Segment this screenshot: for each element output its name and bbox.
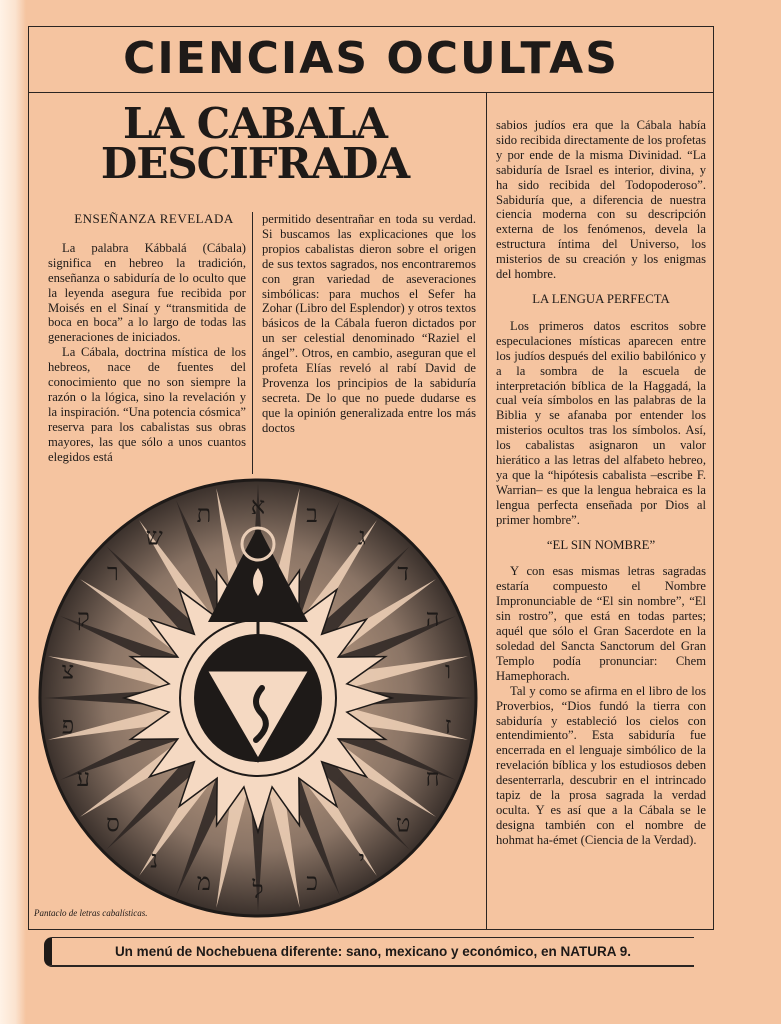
hebrew-letter-glyph: ר <box>106 558 119 587</box>
article-headline <box>60 99 450 188</box>
hebrew-letter-glyph: נ <box>150 845 159 874</box>
hebrew-letter-glyph: ו <box>444 656 452 685</box>
headline-line-2: DESCIFRADA <box>100 139 410 188</box>
article-column-2 <box>262 212 476 436</box>
paragraph: sabios judíos era que la Cábala había sido recibida directamente de los profetas y por ende de la misma Divinidad. “La sabiduría de Israel es interior, divina, y ha sido recibida del Todopoderoso”. Sabiduría que, a diferencia de nuestra ciencia moderna con su descripción externa de los fenómenos, devela la estructura íntima del Universo, los misterios de su creación y los enigmas del hombre. <box>496 118 706 282</box>
column-rule-middle <box>252 212 253 474</box>
headline-line-1: LA CABALA <box>123 99 387 148</box>
subhead-ensenanza: ENSEÑANZA REVELADA <box>74 211 234 226</box>
hebrew-letter-glyph: ז <box>444 711 452 740</box>
hebrew-letter-glyph: ל <box>252 876 264 904</box>
paragraph: Tal y como se afirma en el libro de los Proverbios, “Dios fundó la tierra con sabiduría y estableció los cielos con entendimiento”. Esta sabiduría fue encerrada en el lenguaje simbólico de la revelación bíblica y los estudiosos deben desenterrarla, descubrir en el intrincado tapiz de la prosa sagrada la verdad oculta. Y es así que a la Cábala se le designa también con el nombre de hohmat ha-émet (Ciencia de la Verdad). <box>496 683 706 847</box>
hebrew-letter-glyph: ג <box>357 522 366 551</box>
hebrew-letter-glyph: א <box>250 492 266 520</box>
hebrew-letter-glyph: פ <box>61 711 75 740</box>
page-edge <box>0 0 26 1024</box>
paragraph: La Cábala, doctrina mística de los hebreos, nace de fuentes del conocimiento que no son siempre la razón o la lógica, sino la revelación y la inspiración. “Una potencia cósmica” reserva para los cabalistas sus obras mayores, las que sólo a unos cuantos elegidos está <box>48 345 246 464</box>
article-column-1 <box>48 212 246 465</box>
footer-banner: Un menú de Nochebuena diferente: sano, mexicano y económico, en NATURA 9. <box>44 937 694 967</box>
paragraph: Los primeros datos escritos sobre especulaciones místicas aparecen entre los judíos después del exilio babilónico y a la sombra de la escuela de interpretación bíblica de la Haggadá, la cual veía símbolos en las palabras de la Biblia y se afanaba por entender los misterios ocultos tras los símbolos. Así, los cabalistas asignaron un valor hierático a las letras del alfabeto hebreo, ya que la “hipótesis cabalista –escribe F. Warrian– es que la lengua hebraica es la lengua perfecta enseñada por Dios al primer hombre”. <box>496 318 706 527</box>
hebrew-letter-glyph: ת <box>196 499 212 528</box>
pantacle-illustration <box>36 474 480 920</box>
hebrew-letter-glyph: ס <box>106 809 120 838</box>
hebrew-letter-glyph: צ <box>61 656 75 685</box>
hebrew-letter-glyph: ח <box>425 763 440 792</box>
subhead-lengua-perfecta: LA LENGUA PERFECTA <box>532 291 670 306</box>
hebrew-letter-glyph: ש <box>145 522 163 551</box>
hebrew-letter-glyph: ע <box>76 763 91 792</box>
hebrew-letter-glyph: ה <box>425 604 440 633</box>
section-title: CIENCIAS OCULTAS <box>28 26 714 93</box>
hebrew-letter-glyph: ט <box>395 809 411 838</box>
subhead-el-sin-nombre: “EL SIN NOMBRE” <box>546 537 656 552</box>
hebrew-letter-glyph: ק <box>76 604 90 633</box>
column-rule-right <box>486 92 487 930</box>
hebrew-letter-glyph: ד <box>397 558 409 587</box>
hebrew-letter-glyph: ב <box>306 499 318 528</box>
article-column-3 <box>496 118 706 848</box>
paragraph: La palabra Kábbalá (Cábala) significa en hebreo la tradición, enseñanza o sabiduría de lo oculto que la leyenda asegura fue recibida por Moisés en el Sinaí y “transmitida de boca en boca” a lo largo de todas las generaciones de iniciados. <box>48 240 246 345</box>
hebrew-letter-glyph: י <box>358 845 365 874</box>
figure-caption: Pantaclo de letras cabalísticas. <box>34 908 148 918</box>
hebrew-letter-glyph: מ <box>196 868 212 897</box>
paragraph: Y con esas mismas letras sagradas estaría compuesto el Nombre Impronunciable de “El sin nombre”, “El sin rostro”, que está en todas partes; aquél que sólo el Gran Sacerdote en la soledad del Sancta Sanctorum del Gran Templo podía pronunciar: Chem Hamephorach. <box>496 564 706 683</box>
hebrew-letter-glyph: כ <box>306 868 318 897</box>
paragraph: permitido desentrañar en toda su verdad. Si buscamos las explicaciones que los propios cabalistas dieron sobre el origen de sus textos sagrados, nos encontraremos con gran variedad de aseveraciones simbólicas: para muchos el Sefer ha Zohar (Libro del Esplendor) y otros textos básicos de la Cábala fueron dictados por un ser celestial denominado “Raziel el ángel”. Otros, en cambio, aseguran que el profeta Elías reveló al rabí David de Provenza los principios de la sabiduría secreta. De lo que no puede dudarse es que la opinión generalizada entre los más doctos <box>262 212 476 435</box>
